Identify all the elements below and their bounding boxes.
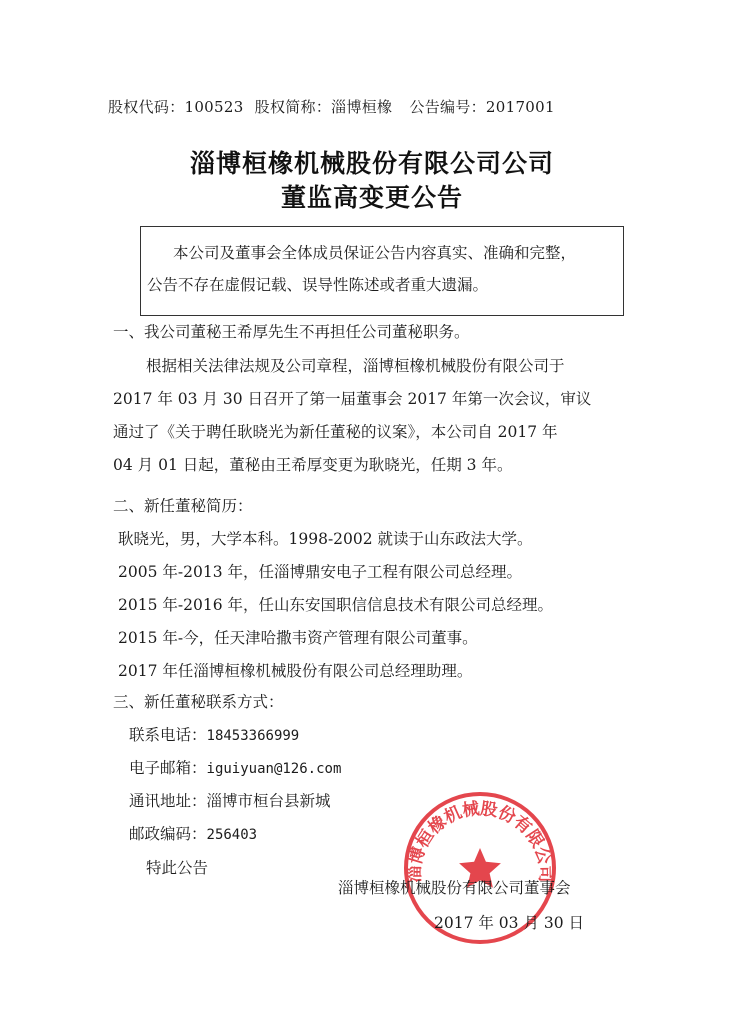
section-1-paragraph-line: 04 月 01 日起，董秘由王希厚变更为耿晓光，任期 3 年。: [113, 456, 513, 474]
resume-item: 2015 年-2016 年，任山东安国职信信息技术有限公司总经理。: [118, 596, 553, 614]
phone-label: 联系电话：: [129, 726, 207, 744]
email-label: 电子邮箱：: [129, 759, 207, 777]
address-value: 淄博市桓台县新城: [206, 792, 331, 810]
section-1-paragraph-line: 2017 年 03 月 30 日召开了第一届董事会 2017 年第一次会议，审议: [113, 390, 592, 408]
signature-date: 2017 年 03 月 30 日: [434, 914, 585, 932]
resume-item: 2017 年任淄博桓橡机械股份有限公司总经理助理。: [118, 662, 473, 680]
phone-row: [129, 723, 299, 745]
address-row: [129, 789, 331, 811]
resume-item: 耿晓光，男，大学本科。1998-2002 就读于山东政法大学。: [118, 530, 533, 548]
postcode-value: 256403: [206, 827, 258, 843]
signature-organization: 淄博桓橡机械股份有限公司董事会: [338, 879, 571, 897]
disclaimer-line-1: 本公司及董事会全体成员保证公告内容真实、准确和完整，: [173, 244, 577, 262]
stock-abbreviation: 股权简称：淄博桓橡: [254, 98, 393, 116]
resume-item: 2015 年-今，任天津哈撒韦资产管理有限公司董事。: [118, 629, 478, 647]
company-title: 淄博桓橡机械股份有限公司公司: [189, 149, 554, 178]
header-line: [108, 96, 561, 117]
postcode-label: 邮政编码：: [129, 825, 207, 843]
disclaimer-line-2: 公告不存在虚假记载、误导性陈述或者重大遗漏。: [147, 276, 489, 294]
phone-value: 18453366999: [206, 728, 300, 744]
closing-text: 特此公告: [146, 859, 209, 877]
section-1-paragraph-line: 根据相关法律法规及公司章程，淄博桓橡机械股份有限公司于: [146, 357, 565, 375]
disclaimer-box: [140, 226, 624, 316]
email-row: [129, 756, 341, 778]
section-2-heading: 二、新任董秘简历：: [113, 497, 253, 515]
notice-number: 公告编号：2017001: [409, 98, 555, 116]
announcement-title: 董监高变更公告: [280, 183, 463, 212]
address-label: 通讯地址：: [129, 792, 207, 810]
section-1-paragraph-line: 通过了《关于聘任耿晓光为新任董秘的议案》，本公司自 2017 年: [113, 423, 558, 441]
section-3-heading: 三、新任董秘联系方式：: [113, 693, 284, 711]
section-1-heading: 一、我公司董秘王希厚先生不再担任公司董秘职务。: [113, 323, 470, 341]
seal-text: 淄博桓橡机械股份有限公司: [404, 799, 556, 883]
stock-code: 股权代码：100523: [108, 98, 244, 116]
resume-item: 2005 年-2013 年，任淄博鼎安电子工程有限公司总经理。: [118, 563, 522, 581]
email-value: iguiyuan@126.com: [206, 761, 342, 777]
postcode-row: [129, 822, 257, 844]
